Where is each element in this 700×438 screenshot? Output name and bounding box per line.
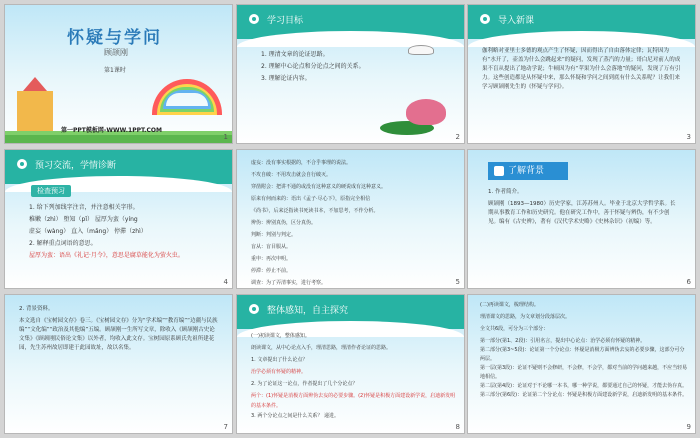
slide-thumbnail-3[interactable] [467, 4, 696, 144]
castle-illustration [17, 91, 53, 131]
vocab-line: 穿凿附会：把讲不通的或没有这种意义的硬说成有这种意义。 [251, 184, 387, 190]
objective-item: 1. 理清文章的论证思路。 [261, 51, 329, 58]
slide-header-title: 了解背景 [508, 166, 545, 176]
exploration-line: 朗读课文，从中心论点入手，理清思路，理清作者论证的思路。 [251, 345, 392, 351]
slide-thumbnail-1[interactable] [4, 4, 233, 144]
material-line: 2. 背景资料。 [19, 306, 54, 312]
vocab-line: 虚妄：没有事实根据的，不合乎事理的说法。 [251, 160, 352, 166]
header-bullet-icon [17, 159, 27, 169]
background-line: 顾颉刚（1893—1980）历史学家，江苏苏州人。毕业于北京大学哲学系。长期从事教育工作和历史研究。他在研究工作中，善于怀疑与辨伪，有不少创见。编有《古史辨》，著有《汉代学术史略》《史林杂识》（初编）等。 [488, 201, 676, 225]
vocab-line: 重申：再次申明。 [251, 256, 292, 262]
vocab-line: 《尚书》，后来泛指读书死读书本，不加思考，不作分析。 [251, 208, 379, 214]
background-lines [488, 188, 678, 227]
lotus-flower-illustration [406, 99, 446, 125]
exploration-line: 3. 两个分论点之间是什么关系？ 递进。 [251, 413, 339, 419]
slide-thumbnail-5[interactable] [236, 149, 465, 289]
slide-header-title: 学习目标 [267, 16, 304, 26]
lesson-label: 第1课时 [104, 67, 126, 74]
vocab-line: 原来有何而来的：语出《孟子·尽心下》，原指完全相信 [251, 196, 371, 202]
structure-line: 第一层(第3段)：论证不疑则不会修研，不会修，不会学，都对当前的学问越来越，不应当轻易地相信。 [480, 365, 688, 380]
slide-banner [488, 162, 568, 180]
objective-item: 2. 理解中心论点和分论点之间的关系。 [261, 63, 365, 70]
preview-line: 稚嫩（zhì） 堕知（pǐ） 屋厚为蛮（yíng [29, 216, 138, 223]
exploration-lines [251, 331, 456, 423]
preview-line: 屋厚为蛮：语出《礼记·月令》，意思是腐草能化为萤火虫。 [29, 252, 184, 259]
vocab-line: 辨伪：辨别真伪，区分真伪。 [251, 220, 317, 226]
page-number: 4 [223, 278, 228, 286]
structure-line: (二)再读课文，梳理结构。 [480, 302, 539, 308]
grass-strip-dark [5, 135, 232, 143]
slide-header-title: 导入新课 [498, 16, 535, 26]
slide-author: 顾颉刚 [104, 48, 128, 57]
footer-link: 第一PPT模板网-WWW.1PPT.COM [61, 127, 162, 134]
vocab-line: 判断：判别与判定。 [251, 232, 297, 238]
material-line: 本文选自《宝树园文存》卷三。《宝树园文存》分为“学术编”“教育编”“边疆与民族编”“文化编”“政治及其他编”五编。顾颉刚一生所写文章，除收入《顾颉刚古史论文集》《顾颉刚民俗论文集》以外者，均收入此文存。宝树园原系顾氏先祖所建花园，先生苏州故居即建于此园故址，故以名集。 [19, 318, 218, 351]
structure-lines [480, 301, 688, 400]
preview-line: 2. 解释重点词语的意思。 [29, 240, 97, 247]
structure-line: 第一部分(第1、2段)：引用名言，提出中心论点：治学必须有怀疑的精神。 [480, 338, 646, 344]
exploration-line: (一)初读课文，整体感知。 [251, 333, 310, 339]
exploration-line: 2. 为了论证这一论点，作者提出了几个分论点？ [251, 381, 358, 387]
intro-paragraph: 伽利略对亚里士多德的观点产生了怀疑，因而得出了自由落体定律；瓦特因为有“水开了，壶盖为什么会跳起来”的疑问，发现了蒸汽的力量；哥白尼对前人的成果不盲从提出了地动学说；牛顿因为有“苹果为什么会落地”的疑问，发现了万有引力。这些创造都是从怀疑中来，那么怀疑和学问之间到底有什么关系呢？让我们来学习顾颉刚先生的《怀疑与学问》。 [482, 48, 681, 90]
preview-line: 1. 给下列加线字注音，并注意相关字形。 [29, 204, 139, 211]
structure-line: 第三部分(第6段)：论证第二个分论点：怀疑是积极方面建设新学说，启迪新发明的基本条件。 [480, 392, 688, 398]
page-number: 1 [223, 133, 228, 141]
header-bullet-icon [480, 14, 490, 24]
page-number: 2 [455, 133, 460, 141]
slide-header-title: 预习交流，学情诊断 [35, 161, 117, 171]
page-number: 8 [455, 423, 460, 431]
slide-title: 怀疑与学问 [67, 28, 162, 48]
exploration-line: 治学必须有怀疑的精神。 [251, 369, 307, 375]
slide-thumbnail-6[interactable] [467, 149, 696, 289]
slide-thumbnail-7[interactable] [4, 294, 233, 434]
page-number: 5 [455, 278, 460, 286]
vocab-line: 调查：为了弄清事实，进行考察。 [251, 280, 327, 286]
objectives-list [261, 49, 365, 85]
slide-header-title: 整体感知，自主探究 [267, 306, 349, 316]
page-number: 6 [686, 278, 691, 286]
vocab-line: 不攻自破：不用攻击就会自行破灭。 [251, 172, 332, 178]
background-material-lines [19, 305, 219, 353]
crane-illustration [408, 45, 434, 55]
slide-thumbnail-9[interactable] [467, 294, 696, 434]
slide-thumbnail-2[interactable] [236, 4, 465, 144]
preview-lines [29, 202, 229, 262]
objective-item: 3. 理解论证内容。 [261, 75, 311, 82]
check-preview-button[interactable]: 检查预习 [31, 185, 71, 197]
preview-line: 虚妄（wàng） 直入（mǎng） 停滞（zhì） [29, 228, 147, 235]
vocab-line: 盲从：盲目服从。 [251, 244, 292, 250]
vocab-lines [251, 158, 451, 289]
structure-line: 理清课文的思路，为文章划分段落层次。 [480, 314, 571, 320]
header-bullet-icon [249, 304, 259, 314]
page-number: 3 [686, 133, 691, 141]
background-line: 1. 作者简介。 [488, 189, 523, 195]
header-bullet-icon [249, 14, 259, 24]
slide-thumbnail-4[interactable] [4, 149, 233, 289]
exploration-line: 1. 文章提出了什么论点？ [251, 357, 308, 363]
structure-line: 第二层(第4段)：论证对于不论哪一本书，哪一种学说，都要通过自己的怀疑，才能去伪存真。 [480, 383, 688, 389]
exploration-line: 两个：(1)怀疑是消极方面辨伪去妄的必要步骤。(2)怀疑是积极方面建设新学说，启迪新发明的基本条件。 [251, 393, 456, 409]
structure-line: 全文共6段，可分为三个部分： [480, 326, 549, 332]
book-icon [494, 166, 504, 176]
page-number: 9 [686, 423, 691, 431]
slide-thumbnail-8[interactable] [236, 294, 465, 434]
structure-line: 第二部分(第3~5段)：论证第一个分论点：怀疑是消极方面辨伪去妄的必要步骤，这部分可分两层。 [480, 347, 685, 362]
vocab-line: 停滞：停止不前。 [251, 268, 292, 274]
page-number: 7 [223, 423, 228, 431]
